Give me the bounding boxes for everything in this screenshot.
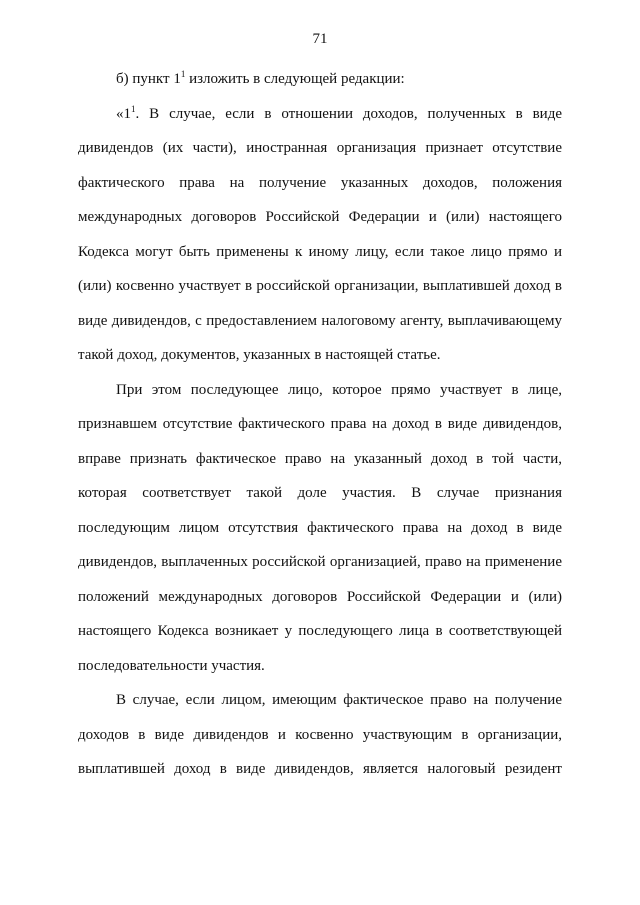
text-fragment: изложить в следующей редакции: <box>185 71 405 87</box>
text-line: (или) косвенно участвует в российской организации, выплатившей доход в <box>78 278 562 294</box>
text-line: При этом последующее лицо, которое прямо участвует в лице, <box>116 381 562 398</box>
document-body <box>78 62 562 787</box>
text-line <box>78 97 562 132</box>
text-fragment: б) пункт 1 <box>116 71 181 87</box>
text-line: виде дивидендов, с предоставлением налоговому агенту, выплачивающему <box>78 312 562 329</box>
paragraph <box>78 683 562 787</box>
paragraph <box>78 373 562 684</box>
paragraph <box>78 62 562 97</box>
text-line: настоящего Кодекса возникает у последующего лица в соответствующей <box>78 623 562 639</box>
text-line: последующим лицом отсутствия фактического права на доход в виде <box>78 519 562 536</box>
text-line: такой доход, документов, указанных в настоящей статье. <box>78 347 441 363</box>
text-line: признавшем отсутствие фактического права на доход в виде дивидендов, <box>78 416 562 432</box>
text-line: дивидендов (их части), иностранная организация признает отсутствие <box>78 140 562 156</box>
text-line: дивидендов, выплаченных российской организацией, право на применение <box>78 554 562 570</box>
text-line: международных договоров Российской Федерации и (или) настоящего <box>78 209 562 225</box>
text-line: положений международных договоров Российской Федерации и (или) <box>78 588 562 605</box>
text-line: которая соответствует такой доле участия. В случае признания <box>78 485 562 501</box>
text-fragment: «1 <box>116 105 131 122</box>
text-line: последовательности участия. <box>78 657 265 674</box>
text-fragment: . В случае, если в отношении доходов, полученных в виде <box>135 105 562 122</box>
superscript: 1 <box>180 69 186 79</box>
superscript: 1 <box>131 103 136 114</box>
text-line: В случае, если лицом, имеющим фактическое право на получение <box>116 692 562 708</box>
text-line: выплатившей доход в виде дивидендов, является налоговый резидент <box>78 761 562 777</box>
paragraph <box>78 97 562 373</box>
page-number: 71 <box>312 31 328 47</box>
text-line: фактического права на получение указанных доходов, положения <box>78 174 562 191</box>
text-line <box>78 62 562 97</box>
text-line: доходов в виде дивидендов и косвенно участвующим в организации, <box>78 726 562 743</box>
text-line: Кодекса могут быть применены к иному лицу, если такое лицо прямо и <box>78 243 562 260</box>
text-line: вправе признать фактическое право на указанный доход в той части, <box>78 450 562 467</box>
